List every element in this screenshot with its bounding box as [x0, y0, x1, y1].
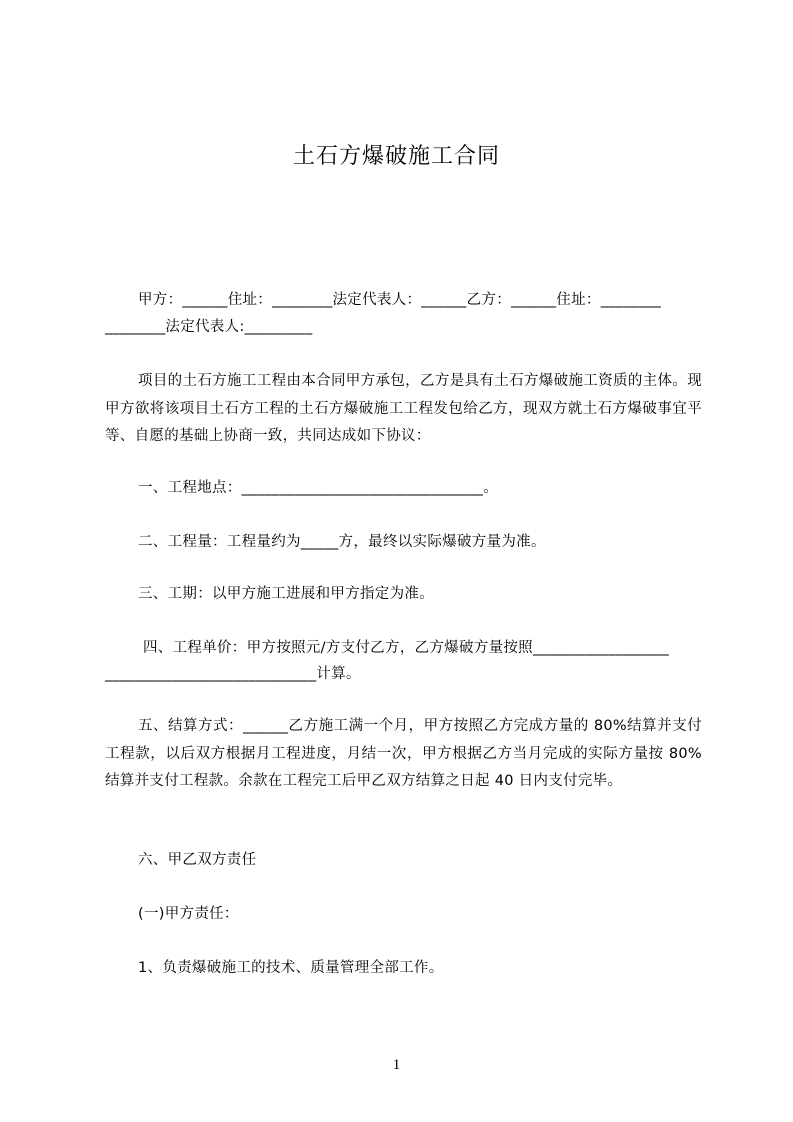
- page-number: 1: [392, 1057, 401, 1073]
- clause-duration: 三、工期：以甲方施工进展和甲方指定为准。: [138, 586, 434, 602]
- clause-responsibilities: 六、甲乙双方责任: [138, 852, 257, 868]
- clause-quantity: 二、工程量：工程量约为_____方，最终以实际爆破方量为准。: [138, 534, 546, 550]
- clause-location: 一、工程地点：________________________________。: [138, 480, 498, 496]
- party-a-item-1: 1、负责爆破施工的技术、质量管理全部工作。: [138, 960, 444, 976]
- clause-unit-price-line-2: ____________________________计算。: [105, 666, 361, 682]
- document-title: 土石方爆破施工合同: [292, 144, 500, 169]
- parties-line-2: ________法定代表人:_________: [105, 319, 313, 335]
- clause-settlement: 五、结算方式：______乙方施工满一个月，甲方按照乙方完成方量的 80%结算并支付工程款，以后双方根据月工程进度，月结一次，甲方根据乙方当月完成的实际方量按 80%结算并支付工程款。余款在工程完工后甲乙双方结算之日起 40 日内支付完毕。: [105, 718, 702, 789]
- clause-unit-price-line-1: 四、工程单价：甲方按照元/方支付乙方，乙方爆破方量按照__________________: [143, 640, 669, 656]
- party-a-responsibility-heading: (一)甲方责任：: [138, 906, 239, 922]
- parties-line-1: 甲方：______住址：________法定代表人：______乙方：______住址：________: [138, 292, 662, 308]
- intro-paragraph: 项目的土石方施工工程由本合同甲方承包，乙方是具有土石方爆破施工资质的主体。现甲方欲将该项目土石方工程的土石方爆破施工工程发包给乙方，现双方就土石方爆破事宜平等、自愿的基础上协商一致，共同达成如下协议：: [105, 373, 702, 444]
